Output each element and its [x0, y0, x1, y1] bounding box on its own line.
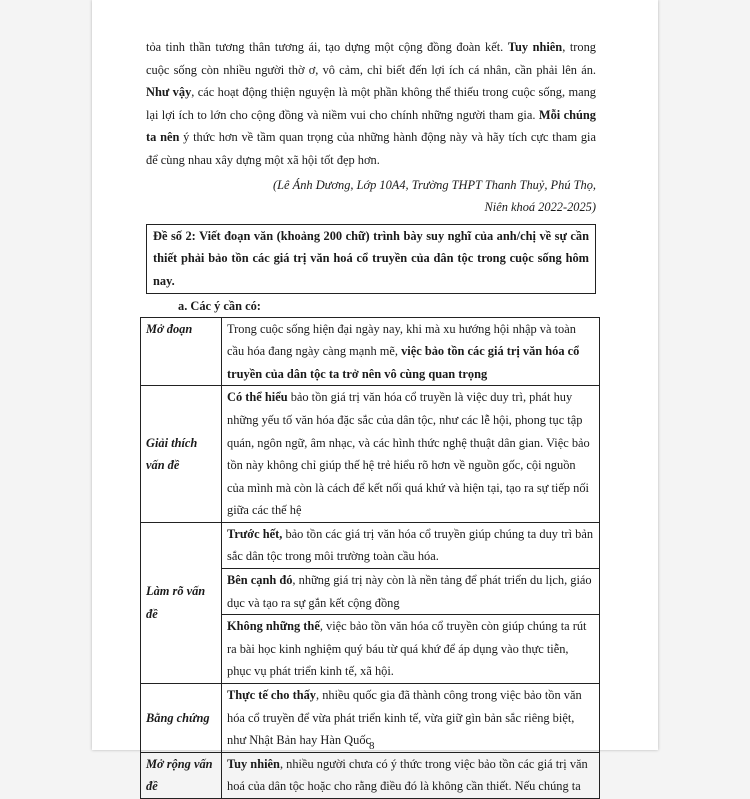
row-label: Giải thích vấn đề — [141, 386, 222, 523]
table-row — [141, 317, 600, 386]
text-run: tỏa tinh thần tương thân tương ái, tạo dựng một cộng đồng đoàn kết. — [146, 40, 508, 54]
text-run: bảo tồn giá trị văn hóa cổ truyền là việc duy trì, phát huy những yếu tố văn hóa đặc sắc của dân tộc, như các lễ hội, phong tục tập quán, ngôn ngữ, âm nhạc, và các hình thức nghệ thuật dân gian. Việc bảo tồn này không chỉ giúp thế hệ trẻ hiểu rõ hơn về nguồn gốc, cội nguồn của mình mà còn là cách để kết nối quá khứ và hiện tại, tạo ra sự tiếp nối giữa các thế hệ — [227, 390, 590, 518]
table-row — [141, 522, 600, 568]
text-run: , việc bảo tồn văn hóa cổ truyền còn giúp chúng ta rút ra bài học kinh nghiệm quý báu từ quá khứ để áp dụng vào thực tiễn, phục vụ phát triển kinh tế, xã hội. — [227, 619, 587, 679]
text-run: , những giá trị này còn là nền tảng để phát triển du lịch, giáo dục và tạo ra sự gắn kết cộng đồng — [227, 573, 592, 610]
bold-run: Như vậy — [146, 85, 192, 100]
bold-run: Bên cạnh đó — [227, 573, 293, 588]
subheading: a. Các ý cần có: — [178, 298, 261, 313]
intro-paragraph — [146, 36, 596, 172]
author-line-1: (Lê Ánh Dương, Lớp 10A4, Trường THPT Thanh Thuỷ, Phú Thọ, — [273, 177, 596, 192]
text-run: , nhiều quốc gia đã thành công trong việc bảo tồn văn hóa cổ truyền để vừa phát triển kinh tế, vừa giữ gìn bản sắc riêng biệt, như Nhật Bản hay Hàn Quốc — [227, 688, 582, 748]
row-label: Làm rõ vấn đề — [141, 522, 222, 683]
bold-run: việc bảo tồn các giá trị văn hóa cổ truyền của dân tộc ta trở nên vô cùng quan trọng — [227, 344, 580, 381]
text-run: , nhiều người chưa có ý thức trong việc bảo tồn các giá trị văn hoá của dân tộc hoặc cho rằng điều đó là không cần thiết. Nếu chúng ta — [227, 756, 588, 794]
row-content — [222, 317, 600, 386]
bold-run: Tuy nhiên — [227, 756, 280, 771]
row-content — [222, 615, 600, 684]
document-page — [92, 0, 658, 794]
author-credit — [146, 174, 596, 219]
bold-run: Thực tế cho thấy — [227, 688, 317, 703]
outline-table — [140, 317, 600, 799]
row-content — [222, 752, 600, 798]
bold-run: Có thể hiểu — [227, 390, 288, 405]
task-prompt-box: Đề số 2: Viết đoạn văn (khoảng 200 chữ) trình bày suy nghĩ của anh/chị về sự cần thiết phải bảo tồn các giá trị văn hoá cổ truyền của dân tộc trong cuộc sống hôm nay. — [146, 224, 596, 294]
table-row — [141, 752, 600, 798]
bold-run: Mỗi chúng ta nên — [146, 107, 596, 145]
text-run: , các hoạt động thiện nguyện là một phần không thể thiếu trong cuộc sống, mang lại lợi ích to lớn cho cộng đồng và niềm vui cho chính những người tham gia. — [146, 85, 596, 122]
row-content — [222, 684, 600, 753]
page-content — [146, 36, 596, 799]
row-label: Mở rộng vấn đề — [141, 752, 222, 798]
row-content — [222, 522, 600, 568]
row-label: Mở đoạn — [141, 317, 222, 386]
row-label: Bằng chứng — [141, 684, 222, 753]
page-number: 8 — [369, 740, 375, 752]
row-content — [222, 386, 600, 523]
bold-run: Tuy nhiên — [507, 40, 563, 54]
row-content — [222, 569, 600, 615]
text-run: , trong cuộc sống còn nhiều người thờ ơ, vô cảm, chỉ biết đến lợi ích cá nhân, cần phải lên án. — [146, 40, 596, 77]
text-run: bảo tồn các giá trị văn hóa cổ truyền giúp chúng ta duy trì bản sắc dân tộc trong môi trường toàn cầu hóa. — [227, 526, 594, 564]
table-row — [141, 386, 600, 523]
bold-run: Trước hết, — [227, 526, 283, 541]
bold-run: Không những thế — [227, 619, 320, 634]
text-run: ý thức hơn về tầm quan trọng của những hành động này và hãy tích cực tham gia để cùng nhau xây dựng một xã hội tốt đẹp hơn. — [146, 130, 596, 167]
text-run: Trong cuộc sống hiện đại ngày nay, khi mà xu hướng hội nhập và toàn cầu hóa đang ngày càng mạnh mẽ, — [227, 321, 576, 359]
author-line-2: Niên khoá 2022-2025) — [484, 200, 596, 215]
